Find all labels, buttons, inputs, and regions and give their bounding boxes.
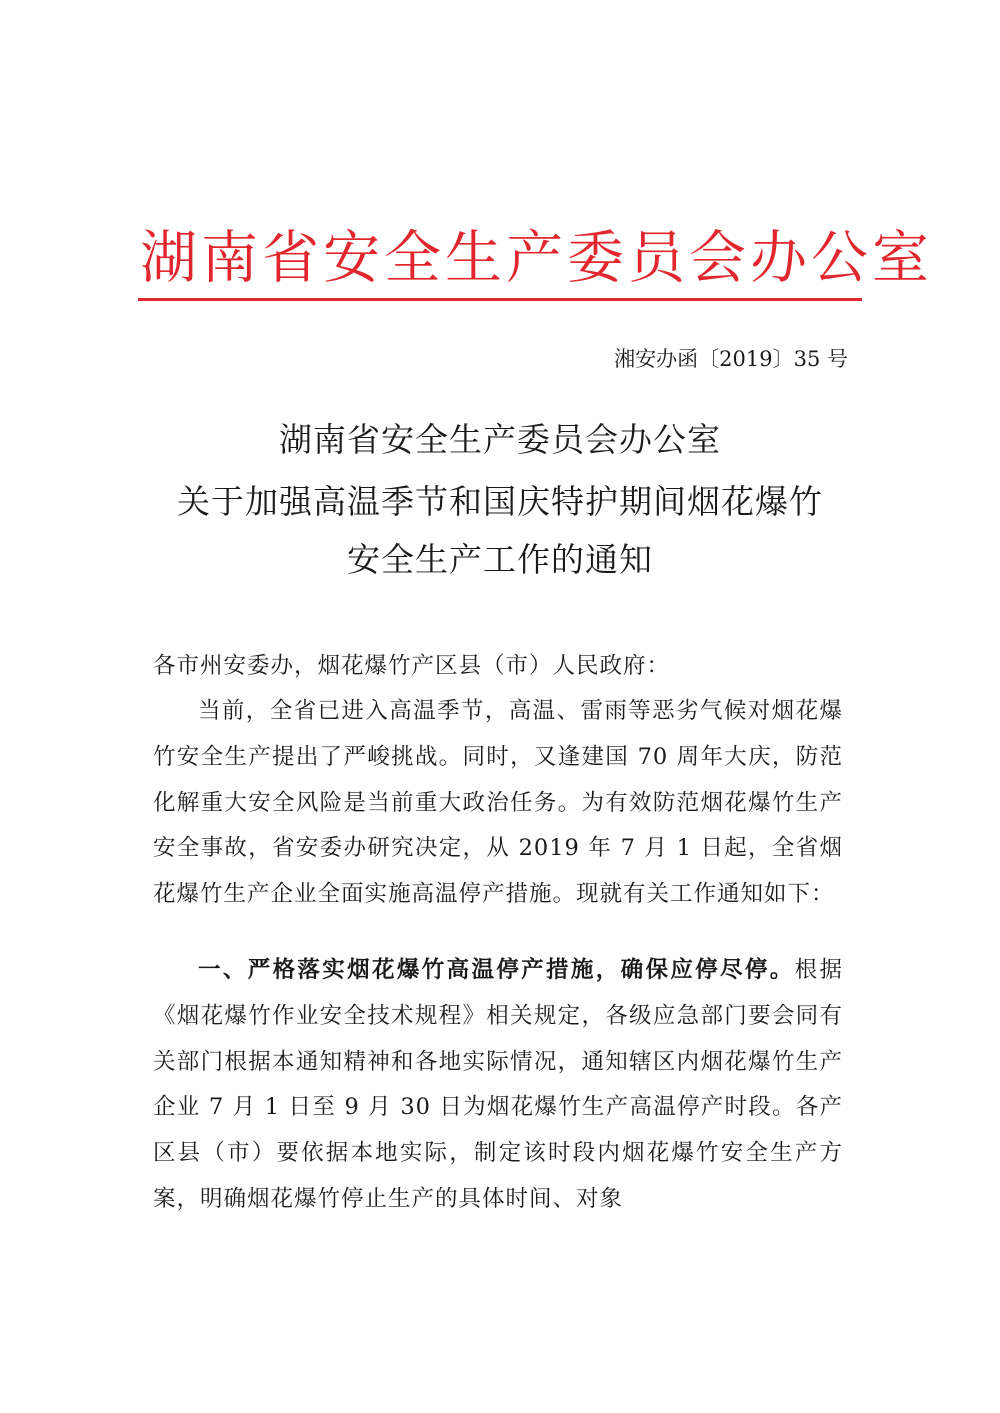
title-line-2: 关于加强高温季节和国庆特护期间烟花爆竹 bbox=[177, 482, 823, 521]
paragraph-intro: 当前，全省已进入高温季节，高温、雷雨等恶劣气候对烟花爆竹安全生产提出了严峻挑战。同时，又逢建国 70 周年大庆，防范化解重大安全风险是当前重大政治任务。为有效防范烟花爆竹生产安全事故，省安委办研究决定，从 2019 年 7 月 1 日起，全省烟花爆竹生产企业全面实施高温停产措施。现就有关工作通知如下： bbox=[153, 698, 843, 908]
paragraph-section-1 bbox=[153, 948, 843, 1223]
section-1-text: 根据《烟花爆竹作业安全技术规程》相关规定，各级应急部门要会同有关部门根据本通知精神和各地实际情况，通知辖区内烟花爆竹生产企业 7 月 1 日至 9 月 30 日为烟花爆竹生产高温停产时段。各产区县（市）要依据本地实际，制定该时段内烟花爆竹安全生产方案，明确烟花爆竹停止生产的具体时间、对象 bbox=[153, 957, 843, 1212]
red-divider-line bbox=[138, 298, 862, 301]
title-line-1: 湖南省安全生产委员会办公室 bbox=[279, 420, 721, 459]
document-number: 湘安办函〔2019〕35 号 bbox=[614, 347, 848, 371]
agency-masthead: 湖南省安全生产委员会办公室 bbox=[140, 225, 933, 291]
title-line-3: 安全生产工作的通知 bbox=[347, 540, 653, 579]
salutation: 各市州安委办，烟花爆竹产区县（市）人民政府： bbox=[153, 653, 671, 679]
section-1-heading: 一、严格落实烟花爆竹高温停产措施，确保应停尽停。 bbox=[198, 957, 795, 983]
